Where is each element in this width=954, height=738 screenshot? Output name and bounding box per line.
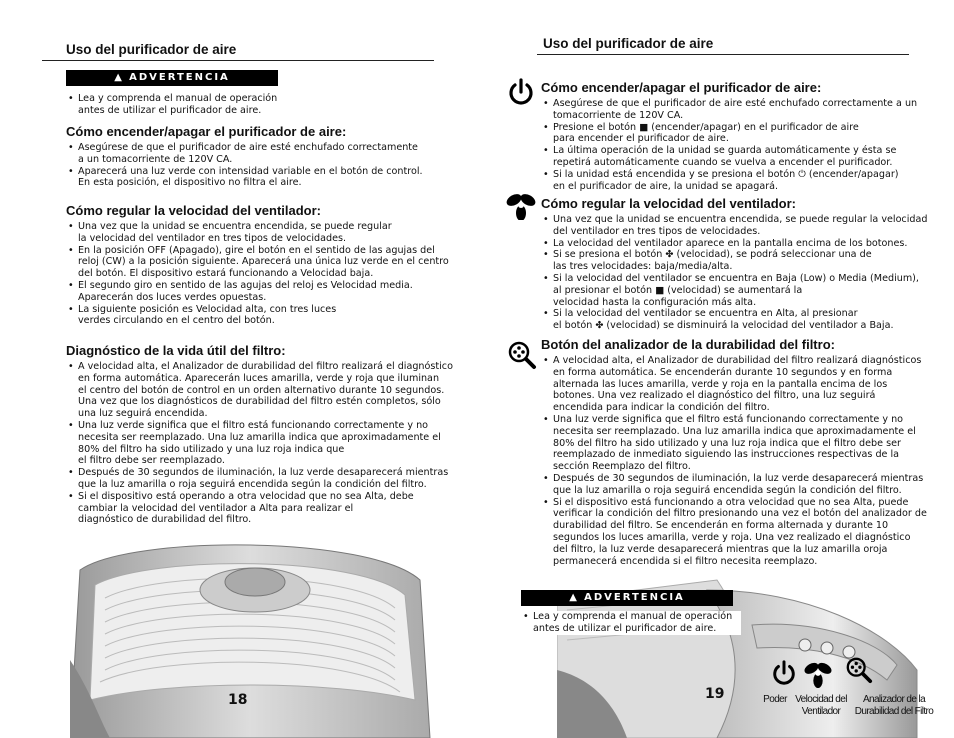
fan-icon: [505, 192, 537, 220]
warning-triangle-icon: ▲: [569, 592, 579, 603]
list-item: • Una luz verde significa que el filtro está funcionando correctamente y no necesita ser reemplazado. Una luz amarilla indica que aproximadamente el 80% del filtro ha sido utilizado y una luz roja indica que el filtro debe ser reemplazado de inmediato siguiendo las instrucciones respectivas de la sección Reemplazo del filtro.: [541, 414, 954, 473]
section-list: [541, 355, 954, 567]
list-item: • Si el dispositivo está funcionando a otra velocidad que no sea Alta, puede verificar la condición del filtro presionando una vez el botón del analizador de durabilidad del filtro. Se encenderán en forma alternada y durante 10 segundos los luces amarilla, verde y roja. Una vez realizado el diagnóstico del filtro, la luz verde desaparecerá mientras que la luz amarilla oroja permanecerá encendida si el filtro necesita reemplazo.: [541, 497, 954, 568]
list-item: • Después de 30 segundos de iluminación, la luz verde desaparecerá mientras que la luz amarilla o roja seguirá encendida según la condición del filtro.: [541, 473, 954, 497]
list-item: • Una luz verde significa que el filtro está funcionando correctamente y no necesita ser reemplazado. Una luz amarilla indica que aproximadamente el 80% del filtro ha sido utilizado y una luz roja indica que el filtro debe ser reemplazado.: [66, 420, 466, 467]
section-title: Diagnóstico de la vida útil del filtro:: [66, 343, 286, 358]
power-icon: [771, 660, 797, 686]
analyzer-caption: Analizador de la Durabilidad del Filtro: [854, 694, 934, 717]
header-rule: [42, 60, 434, 61]
list-item: • Asegúrese de que el purificador de aire esté enchufado correctamente a un tomacorriente de 120V CA.: [541, 98, 954, 122]
section-list: [541, 214, 954, 332]
warning-banner: [66, 70, 278, 86]
section-list: [66, 142, 466, 189]
section-title: Cómo encender/apagar el purificador de aire:: [541, 80, 822, 95]
right-page: [477, 0, 954, 738]
list-item: • Si se presiona el botón ✤ (velocidad), se podrá seleccionar una de las tres velocidades: baja/media/alta.: [541, 249, 954, 273]
list-item: • Lea y comprenda el manual de operación antes de utilizar el purificador de aire.: [521, 611, 741, 635]
list-item: • Después de 30 segundos de iluminación, la luz verde desaparecerá mientras que la luz amarilla o roja seguirá encendida según la condición del filtro.: [66, 467, 466, 491]
list-item: • Lea y comprenda el manual de operación antes de utilizar el purificador de aire.: [66, 93, 446, 117]
section-title: Cómo encender/apagar el purificador de aire:: [66, 124, 347, 139]
warning-label: ADVERTENCIA: [129, 72, 230, 83]
list-item: • A velocidad alta, el Analizador de durabilidad del filtro realizará diagnósticos en forma automática. Se encenderán durante 10 segundos y en forma alternada las luces amarilla, verde y roja en la pantalla encima de los botones. Una vez realizado el diagnóstico del filtro, una luz seguirá encendida para indicar la condición del filtro.: [541, 355, 954, 414]
list-item: • Si el dispositivo está operando a otra velocidad que no sea Alta, debe cambiar la velocidad del ventilador a Alta para realizar el diagnóstico de durabilidad del filtro.: [66, 491, 466, 526]
left-page-header: Uso del purificador de aire: [66, 42, 237, 57]
section-title: Cómo regular la velocidad del ventilador:: [66, 203, 322, 218]
warning-list: [521, 611, 741, 635]
right-page-header: Uso del purificador de aire: [543, 36, 714, 51]
power-icon: [507, 78, 535, 106]
list-item: • Una vez que la unidad se encuentra encendida, se puede regular la velocidad del ventilador en tres tipos de velocidades.: [66, 221, 466, 245]
section-title: Botón del analizador de la durabilidad del filtro:: [541, 337, 835, 352]
list-item: • En la posición OFF (Apagado), gire el botón en el sentido de las agujas del reloj (CW) a la posición siguiente. Aparecerá una única luz verde en el centro del botón. El dispositivo estará funcionando a Velocidad baja.: [66, 245, 466, 280]
list-item: • Si la unidad está encendida y se presiona el botón ⏻ (encender/apagar) en el purificador de aire, la unidad se apagará.: [541, 169, 954, 193]
fan-icon: [803, 660, 833, 688]
power-caption: Poder: [763, 694, 787, 705]
page-number: 19: [705, 686, 725, 702]
section-title: Cómo regular la velocidad del ventilador:: [541, 196, 797, 211]
list-item: • A velocidad alta, el Analizador de durabilidad del filtro realizará el diagnóstico en forma automática. Aparecerán luces amarilla, verde y roja que iluminan el centro del botón de control en un orden alternativo durante 10 segundos. Una vez que los diagnósticos de durabilidad del filtro estén completos, sólo una luz seguirá encendida.: [66, 361, 466, 420]
section-list: [66, 221, 466, 327]
list-item: • Asegúrese de que el purificador de aire esté enchufado correctamente a un tomacorriente de 120V CA.: [66, 142, 466, 166]
warning-triangle-icon: ▲: [114, 72, 124, 83]
page-number: 18: [228, 692, 248, 708]
list-item: • La siguiente posición es Velocidad alta, con tres luces verdes circulando en el centro del botón.: [66, 304, 466, 328]
header-rule: [537, 54, 909, 55]
warning-list: [66, 93, 446, 117]
warning-banner: [521, 590, 733, 606]
list-item: • La velocidad del ventilador aparece en la pantalla encima de los botones.: [541, 238, 954, 250]
list-item: • Una vez que la unidad se encuentra encendida, se puede regular la velocidad del ventilador en tres tipos de velocidades.: [541, 214, 954, 238]
list-item: • El segundo giro en sentido de las agujas del reloj es Velocidad media. Aparecerán dos luces verdes opuestas.: [66, 280, 466, 304]
section-list: [66, 361, 466, 526]
list-item: • Si la velocidad del ventilador se encuentra en Alta, al presionar el botón ✤ (velocidad) se disminuirá la velocidad del ventilador a Baja.: [541, 308, 954, 332]
warning-label: ADVERTENCIA: [584, 592, 685, 603]
filter-analyzer-icon: [845, 656, 873, 684]
section-list: [541, 98, 954, 192]
filter-analyzer-icon: [507, 340, 537, 370]
list-item: • La última operación de la unidad se guarda automáticamente y ésta se repetirá automáticamente cuando se vuelva a encender el purificador.: [541, 145, 954, 169]
speed-caption: Velocidad del Ventilador: [795, 694, 847, 717]
list-item: • Presione el botón ■ (encender/apagar) en el purificador de aire para encender el purificador de aire.: [541, 122, 954, 146]
list-item: • Si la velocidad del ventilador se encuentra en Baja (Low) o Media (Medium), al presionar el botón ■ (velocidad) se aumentará la velocidad hasta la configuración más alta.: [541, 273, 954, 308]
air-purifier-illustration: [70, 540, 440, 738]
list-item: • Aparecerá una luz verde con intensidad variable en el botón de control. En esta posición, el dispositivo no filtra el aire.: [66, 166, 466, 190]
